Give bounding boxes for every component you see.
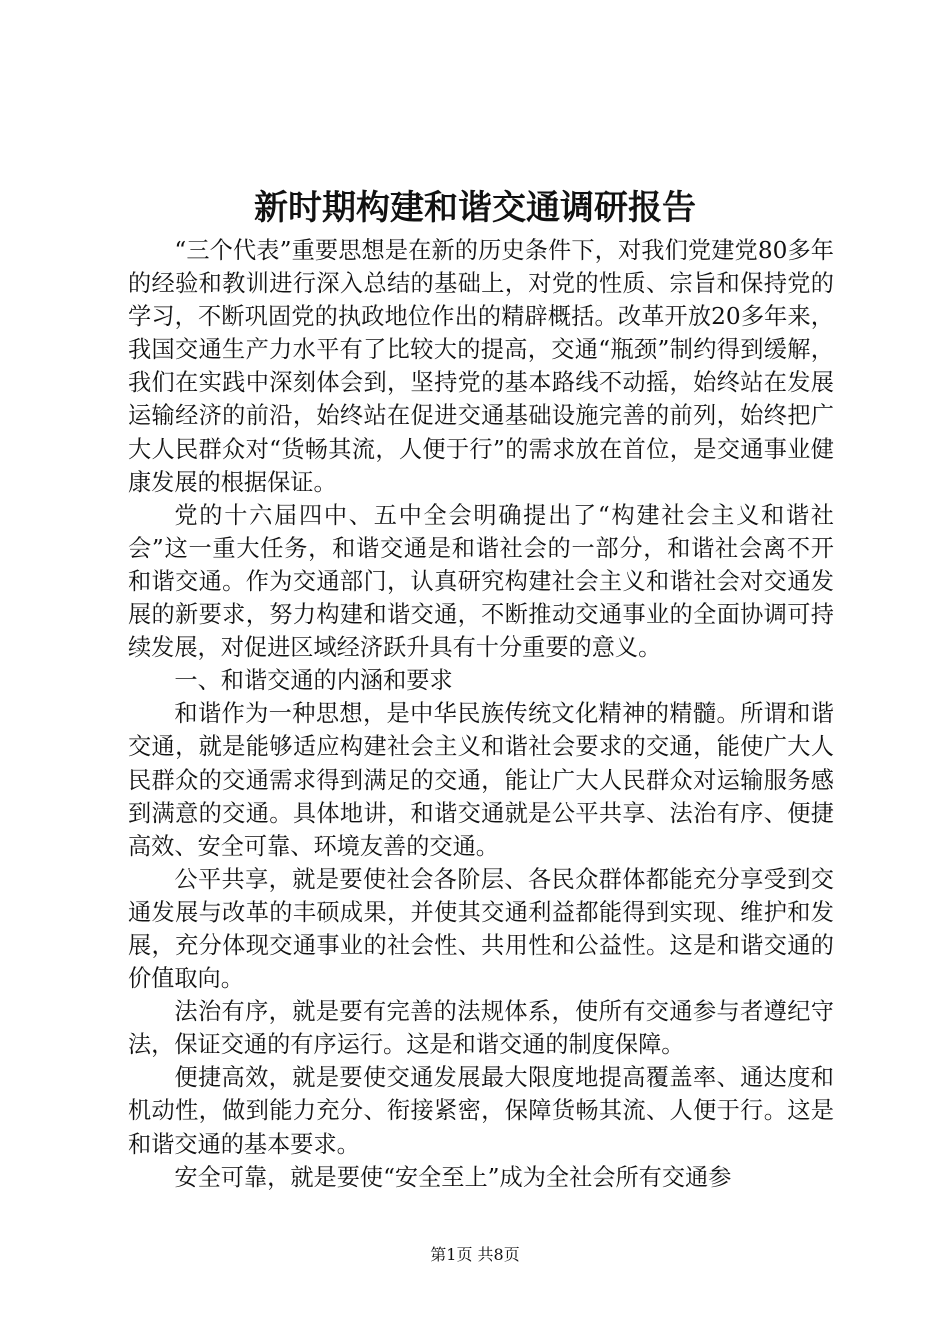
paragraph-rule-of-law: 法治有序，就是要有完善的法规体系，使所有交通参与者遵纪守法，保证交通的有序运行。这是和谐交通的制度保障。 [128,998,834,1059]
section-heading-1: 一、和谐交通的内涵和要求 [174,667,453,695]
document-body [128,234,834,1194]
document-title: 新时期构建和谐交通调研报告 [254,188,696,228]
paragraph-safety: 安全可靠，就是要使“安全至上”成为全社会所有交通参 [174,1163,732,1191]
paragraph-harmonious-society: 党的十六届四中、五中全会明确提出了“构建社会主义和谐社会”这一重大任务，和谐交通是和谐社会的一部分，和谐社会离不开和谐交通。作为交通部门，认真研究构建社会主义和谐社会对交通发展的新要求，努力构建和谐交通，不断推动交通事业的全面协调可持续发展，对促进区域经济跃升具有十分重要的意义。 [128,501,834,662]
paragraph-efficiency: 便捷高效，就是要使交通发展最大限度地提高覆盖率、通达度和机动性，做到能力充分、衔接紧密，保障货畅其流、人便于行。这是和谐交通的基本要求。 [128,1064,834,1158]
paragraph-fair-sharing: 公平共享，就是要使社会各阶层、各民众群体都能充分享受到交通发展与改革的丰硕成果，并使其交通利益都能得到实现、维护和发展，充分体现交通事业的社会性、共用性和公益性。这是和谐交通的价值取向。 [128,865,834,993]
paragraph-intro: “三个代表”重要思想是在新的历史条件下，对我们党建党80多年的经验和教训进行深入总结的基础上，对党的性质、宗旨和保持党的学习，不断巩固党的执政地位作出的精辟概括。改革开放20多年来，我国交通生产力水平有了比较大的提高，交通“瓶颈”制约得到缓解，我们在实践中深刻体会到，坚持党的基本路线不动摇，始终站在发展运输经济的前沿，始终站在促进交通基础设施完善的前列，始终把广大人民群众对“货畅其流，人便于行”的需求放在首位，是交通事业健康发展的根据保证。 [128,237,834,496]
page-footer: 第1页 共8页 [430,1245,520,1264]
paragraph-definition: 和谐作为一种思想，是中华民族传统文化精神的精髓。所谓和谐交通，就是能够适应构建社会主义和谐社会要求的交通，能使广大人民群众的交通需求得到满足的交通，能让广大人民群众对运输服务感到满意的交通。具体地讲，和谐交通就是公平共享、法治有序、便捷高效、安全可靠、环境友善的交通。 [128,700,834,860]
